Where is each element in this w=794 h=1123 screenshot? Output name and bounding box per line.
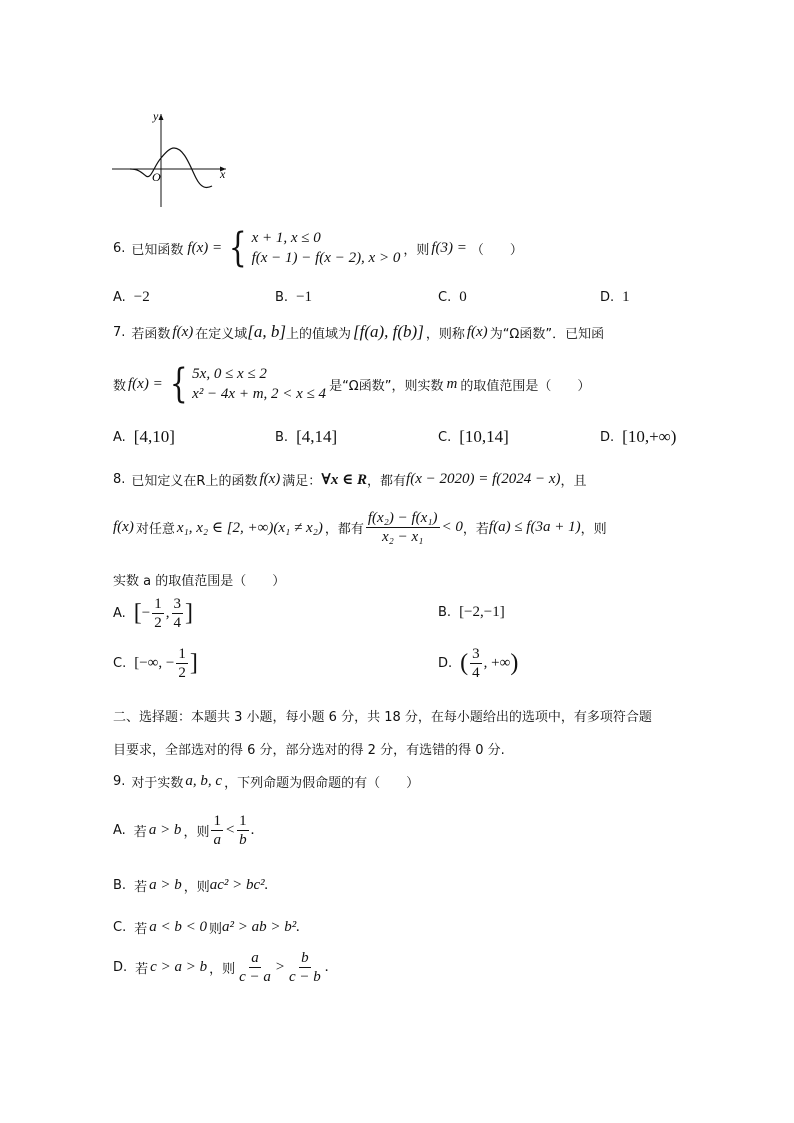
section2-heading-line2: 目要求，全部选对的得 6 分，部分选对的得 2 分，有选错的得 0 分.: [113, 743, 505, 758]
option-text: ，则: [183, 825, 210, 840]
option-value: [10,14]: [459, 427, 509, 446]
option-value: [10,+∞): [622, 427, 677, 446]
fraction-denominator: a: [213, 832, 221, 848]
q7-text: 数: [113, 378, 127, 394]
q8-text: 实数 a 的取值范围是（ ）: [113, 574, 286, 589]
option-text: 若: [135, 962, 149, 977]
option-value: −1: [296, 289, 313, 305]
q7-fx3: f(x) =: [128, 375, 163, 392]
y-axis-arrow: [159, 114, 164, 120]
q7-m: m: [446, 375, 458, 392]
q6-case-1: x + 1, x ≤ 0: [251, 230, 321, 246]
q6-fx: f(x) =: [187, 239, 223, 256]
q7-piecewise: [166, 361, 327, 407]
fraction-numerator: 1: [178, 646, 186, 662]
origin-label: O: [152, 170, 161, 184]
q8-text: ，且: [560, 474, 587, 489]
fraction-denominator: x₂ − x₁: [381, 529, 424, 545]
fraction: [172, 596, 184, 631]
q9-text: 对于实数: [131, 776, 184, 791]
option-math: <: [224, 822, 236, 838]
option-text: ，则: [183, 880, 210, 895]
q8-cond4: f(a) ≤ f(3a + 1): [488, 519, 581, 535]
q8-option-a[interactable]: [113, 596, 193, 631]
fraction-denominator: 4: [472, 665, 480, 681]
fraction-denominator: b: [239, 832, 247, 848]
bracket: ): [510, 650, 519, 676]
q6-prefix: 已知函数: [131, 242, 184, 258]
q7-option-d[interactable]: [600, 427, 676, 447]
option-text: 若: [134, 922, 148, 937]
fraction: [176, 646, 188, 681]
q9-option-b[interactable]: [113, 876, 268, 895]
q8-text: ，都有: [324, 522, 364, 537]
q7-case-2: x² − 4x + m, 2 < x ≤ 4: [192, 386, 327, 402]
q7-text: 在定义域: [195, 326, 248, 342]
q7-stem-line2: [113, 361, 591, 407]
option-label: D.: [600, 290, 615, 305]
q6-number: 6.: [113, 240, 126, 256]
q6-piecewise: [225, 225, 401, 271]
option-text: ，则: [209, 962, 236, 977]
section2-heading-line1: 二、选择题：本题共 3 小题，每小题 6 分，共 18 分，在每小题给出的选项中，有多项符合题: [113, 710, 652, 725]
q7-text: 是“Ω函数”，则实数: [329, 378, 444, 394]
bracket: [: [133, 600, 142, 626]
option-label: B.: [438, 605, 452, 620]
q9-stem: [113, 772, 419, 791]
fraction-numerator: 1: [239, 813, 247, 829]
q8-stem-line1: [113, 470, 587, 489]
bracket: ]: [185, 600, 194, 626]
q7-text: 为“Ω函数”．已知函: [489, 326, 605, 342]
q6-option-a[interactable]: [113, 289, 150, 306]
q7-range: [f(a), f(b)]: [353, 322, 424, 341]
q7-text: 若函数: [131, 326, 171, 342]
q7-case-1: 5x, 0 ≤ x ≤ 2: [192, 366, 267, 382]
q9-option-c[interactable]: [113, 918, 300, 937]
x-axis-label: x: [220, 167, 226, 181]
option-prefix: [−∞, −: [134, 655, 175, 671]
q6-then: ，则: [403, 242, 430, 258]
q7-domain: [a, b]: [247, 322, 286, 341]
option-value: 0: [459, 289, 467, 305]
y-axis-label: y: [153, 109, 159, 123]
q8-lt0: < 0: [441, 519, 463, 535]
q7-brace: {: [169, 361, 188, 407]
option-label: C.: [113, 920, 127, 935]
q7-fx2: f(x): [466, 323, 488, 340]
q8-text: ，若: [462, 522, 489, 537]
q8-option-d[interactable]: [438, 646, 518, 681]
q7-text: 上的值域为: [286, 326, 352, 342]
q6-stem: [113, 225, 523, 271]
bracket: ]: [189, 650, 198, 676]
q8-cond1: ∀x ∈ R: [321, 472, 368, 488]
q9-option-d[interactable]: [113, 950, 329, 985]
option-math: a < b < 0: [149, 919, 207, 935]
q7-option-c[interactable]: [438, 427, 509, 447]
option-math: .: [324, 959, 329, 975]
option-value: −2: [133, 289, 150, 305]
fraction-numerator: b: [301, 950, 309, 966]
q7-stem-line1: [113, 322, 604, 342]
fraction: [211, 813, 223, 848]
option-value: [4,14]: [296, 427, 338, 446]
option-math: a² > ab > b².: [222, 919, 300, 935]
fraction-numerator: 3: [173, 596, 182, 612]
q7-text: ，则称: [425, 326, 465, 342]
option-math: a > b: [148, 822, 182, 838]
q7-text: 的取值范围是（ ）: [460, 378, 591, 394]
curve: [130, 148, 212, 187]
fraction-denominator: 4: [173, 615, 182, 631]
q7-number: 7.: [113, 324, 126, 340]
fraction-denominator: 2: [178, 665, 186, 681]
option-math: ac² > bc².: [209, 877, 269, 893]
fraction: [470, 646, 482, 681]
q8-cond3: x₁, x₂ ∈ [2, +∞)(x₁ ≠ x₂): [176, 520, 323, 536]
q6-option-c[interactable]: [438, 289, 467, 306]
fraction: [237, 813, 249, 848]
q8-number: 8.: [113, 472, 126, 487]
option-math: c > a > b: [150, 959, 208, 975]
q8-option-c[interactable]: [113, 646, 198, 681]
option-label: C.: [438, 429, 452, 445]
option-label: B.: [275, 429, 289, 445]
option-label: C.: [113, 656, 127, 671]
fraction-numerator: 3: [472, 646, 480, 662]
q9-option-a[interactable]: [113, 813, 254, 848]
option-label: B.: [275, 290, 289, 305]
comma: ,: [165, 605, 170, 621]
q8-stem-line2: [113, 510, 607, 545]
bracket: (: [460, 650, 469, 676]
option-label: A.: [113, 290, 126, 305]
fraction-numerator: a: [251, 950, 259, 966]
option-suffix: , +∞: [483, 655, 511, 671]
q8-text: ，则: [580, 522, 607, 537]
q8-option-b[interactable]: [438, 604, 505, 621]
q6-ask: f(3) =: [431, 239, 467, 256]
minus-sign: −: [141, 605, 151, 621]
q8-cond2: f(x − 2020) = f(2024 − x): [406, 471, 561, 487]
q8-fx: f(x): [259, 471, 281, 487]
fraction-numerator: 1: [154, 596, 162, 612]
fraction-numerator: f(x₂) − f(x₁): [367, 510, 438, 526]
q9-vars: a, b, c: [185, 773, 223, 789]
option-text: 若: [133, 825, 147, 840]
fraction-denominator: c − a: [239, 969, 271, 985]
option-label: D.: [600, 429, 615, 445]
q6-paren: （ ）: [470, 242, 523, 258]
q9-text: ，下列命题为假命题的有（ ）: [224, 776, 420, 791]
option-label: B.: [113, 878, 127, 893]
option-label: A.: [113, 429, 126, 445]
q6-brace: {: [228, 225, 247, 271]
q8-fx2: f(x): [113, 519, 134, 535]
option-label: A.: [113, 823, 126, 838]
option-value: [−2,−1]: [459, 604, 505, 620]
option-math: >: [274, 959, 285, 975]
option-text: 若: [134, 880, 148, 895]
function-graph: [108, 106, 233, 211]
q6-case-2: f(x − 1) − f(x − 2), x > 0: [251, 250, 401, 266]
q8-difference-quotient: [366, 510, 440, 545]
option-label: A.: [113, 606, 126, 621]
fraction: [152, 596, 164, 631]
fraction: [287, 950, 323, 985]
q7-option-b[interactable]: [275, 427, 337, 447]
q9-number: 9.: [113, 774, 126, 789]
option-value: 1: [622, 289, 630, 305]
q8-text: 对任意: [135, 522, 175, 537]
option-math: .: [250, 822, 255, 838]
q8-text: ，都有: [367, 474, 407, 489]
q8-text: 已知定义在R上的函数: [131, 474, 258, 489]
q6-option-b[interactable]: [275, 289, 312, 306]
fraction-denominator: c − b: [289, 969, 321, 985]
fraction-denominator: 2: [154, 615, 162, 631]
option-text: 则: [208, 922, 222, 937]
q7-option-a[interactable]: [113, 427, 175, 447]
fraction-numerator: 1: [213, 813, 221, 829]
q8-text: 满足：: [282, 474, 322, 489]
option-value: [4,10]: [133, 427, 175, 446]
option-label: C.: [438, 290, 452, 305]
option-math: a > b: [149, 877, 182, 893]
q8-stem-line3: [113, 570, 285, 589]
option-label: D.: [113, 960, 128, 975]
q7-fx: f(x): [172, 323, 194, 340]
option-label: D.: [438, 656, 453, 671]
q6-option-d[interactable]: [600, 289, 630, 306]
fraction: [237, 950, 273, 985]
